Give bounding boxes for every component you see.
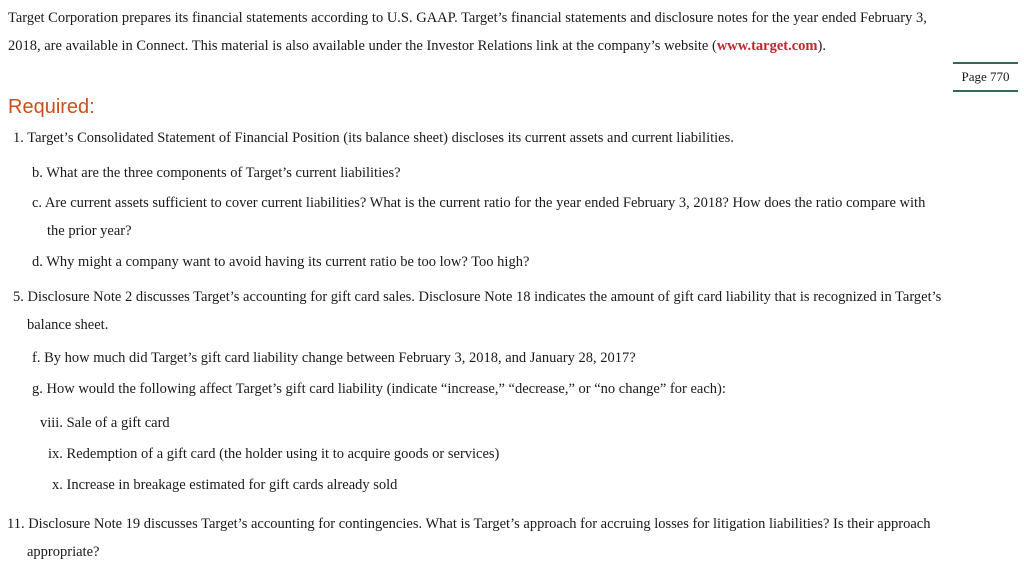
intro-line-2-end: ). — [817, 38, 826, 54]
question-11-line-2: appropriate? — [27, 544, 100, 560]
question-11-line-1: 11. Disclosure Note 19 discusses Target’s accounting for contingencies. What is Target’s approach for accruing losses for litigation liabilities? Is their approach — [7, 516, 931, 532]
question-5g-x: x. Increase in breakage estimated for gift cards already sold — [52, 477, 398, 493]
question-5-line-1: 5. Disclosure Note 2 discusses Target’s accounting for gift card sales. Disclosure Note 18 indicates the amount of gift card liability that is recognized in Target’s — [13, 289, 942, 305]
question-1b: b. What are the three components of Target’s current liabilities? — [32, 165, 401, 181]
question-5g-viii: viii. Sale of a gift card — [40, 415, 170, 431]
question-1d: d. Why might a company want to avoid having its current ratio be too low? Too high? — [32, 254, 530, 270]
question-5g-ix: ix. Redemption of a gift card (the holder using it to acquire goods or services) — [48, 446, 500, 462]
question-1c-line-2: the prior year? — [47, 223, 132, 239]
intro-line-2 — [8, 37, 826, 55]
question-1: 1. Target’s Consolidated Statement of Financial Position (its balance sheet) discloses its current assets and current liabilities. — [13, 130, 734, 146]
question-5f: f. By how much did Target’s gift card liability change between February 3, 2018, and January 28, 2017? — [32, 350, 636, 366]
question-5g: g. How would the following affect Target’s gift card liability (indicate “increase,” “decrease,” or “no change” for each): — [32, 381, 726, 397]
intro-line-2-text: 2018, are available in Connect. This material is also available under the Investor Relations link at the company’s website ( — [8, 38, 717, 54]
question-5-line-2: balance sheet. — [27, 317, 109, 333]
question-1c-line-1: c. Are current assets sufficient to cover current liabilities? What is the current ratio for the year ended February 3, 2018? How does the ratio compare with — [32, 195, 926, 211]
intro-line-1: Target Corporation prepares its financial statements according to U.S. GAAP. Target’s financial statements and disclosure notes for the year ended February 3, — [8, 10, 927, 26]
required-heading: Required: — [8, 96, 95, 118]
page-number-badge: Page 770 — [953, 62, 1018, 92]
target-website-link[interactable]: www.target.com — [716, 38, 818, 54]
